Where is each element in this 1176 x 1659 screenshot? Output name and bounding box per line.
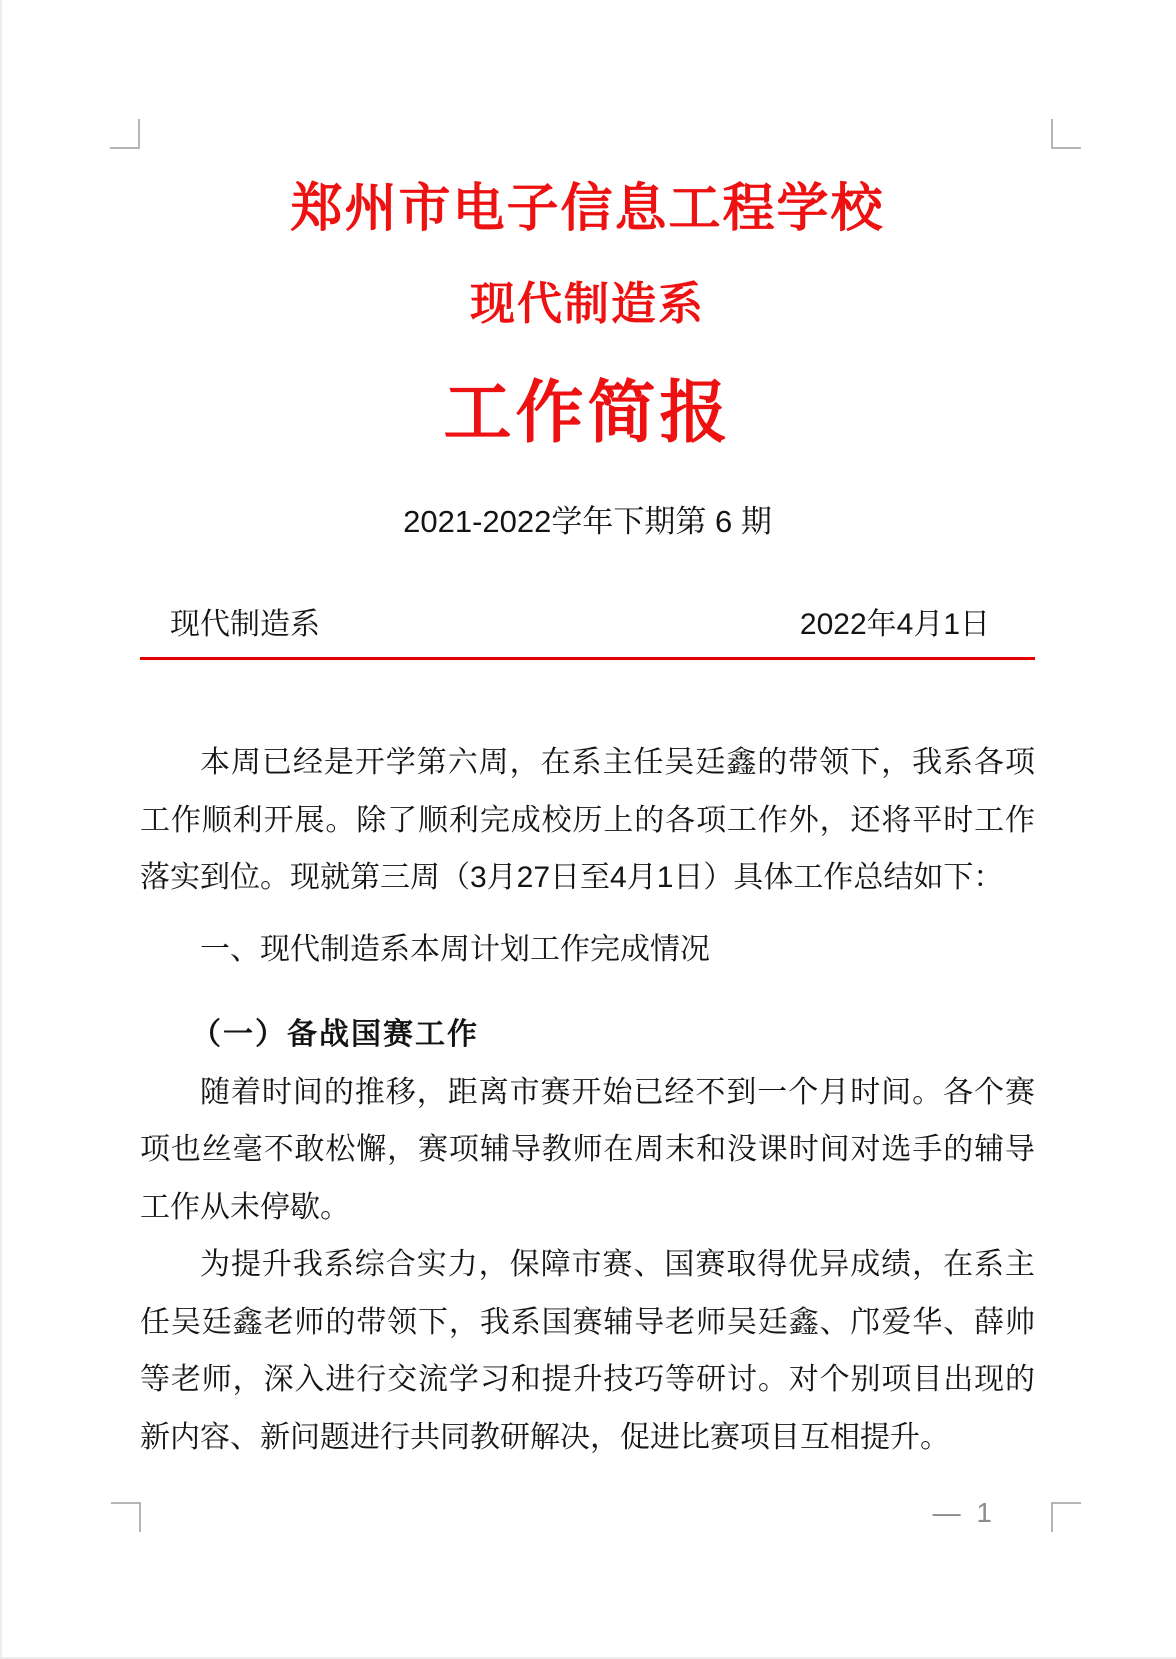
meta-date: 2022年4月1日 — [799, 608, 990, 641]
crop-mark-bottom-left — [111, 1502, 141, 1532]
school-title: 郑州市电子信息工程学校 — [290, 180, 885, 238]
red-divider — [140, 657, 1035, 660]
body-text — [140, 734, 1035, 1466]
body-paragraph-2: 为提升我系综合实力，保障市赛、国赛取得优异成绩，在系主任吴廷鑫老师的带领下，我系国赛辅导老师吴廷鑫、邝爱华、薛帅等老师，深入进行交流学习和提升技巧等研讨。对个别项目出现的新内容、新问题进行共同教研解决，促进比赛项目互相提升。 — [140, 1248, 1035, 1454]
subsection-1-heading: （一）备战国赛工作 — [191, 1018, 479, 1051]
page-number: — 1 — [932, 1497, 996, 1528]
section-1-heading: 一、现代制造系本周计划工作完成情况 — [200, 932, 710, 966]
department-title: 现代制造系 — [469, 278, 705, 329]
meta-department: 现代制造系 — [170, 608, 320, 641]
meta-header — [140, 608, 1035, 642]
intro-paragraph: 本周已经是开学第六周，在系主任吴廷鑫的带领下，我系各项工作顺利开展。除了顺利完成校历上的各项工作外，还将平时工作落实到位。现就第三周（3月27日至4月1日）具体工作总结如下： — [140, 746, 1035, 894]
crop-mark-top-left — [110, 119, 140, 149]
bulletin-title: 工作简报 — [443, 375, 732, 451]
crop-mark-bottom-right — [1051, 1502, 1081, 1532]
issue-line: 2021-2022学年下期第 6 期 — [403, 504, 772, 539]
page-content — [140, 0, 1035, 1466]
crop-mark-top-right — [1051, 119, 1081, 149]
body-paragraph-1: 随着时间的推移，距离市赛开始已经不到一个月时间。各个赛项也丝毫不敢松懈，赛项辅导教师在周末和没课时间对选手的辅导工作从未停歇。 — [140, 1075, 1035, 1224]
